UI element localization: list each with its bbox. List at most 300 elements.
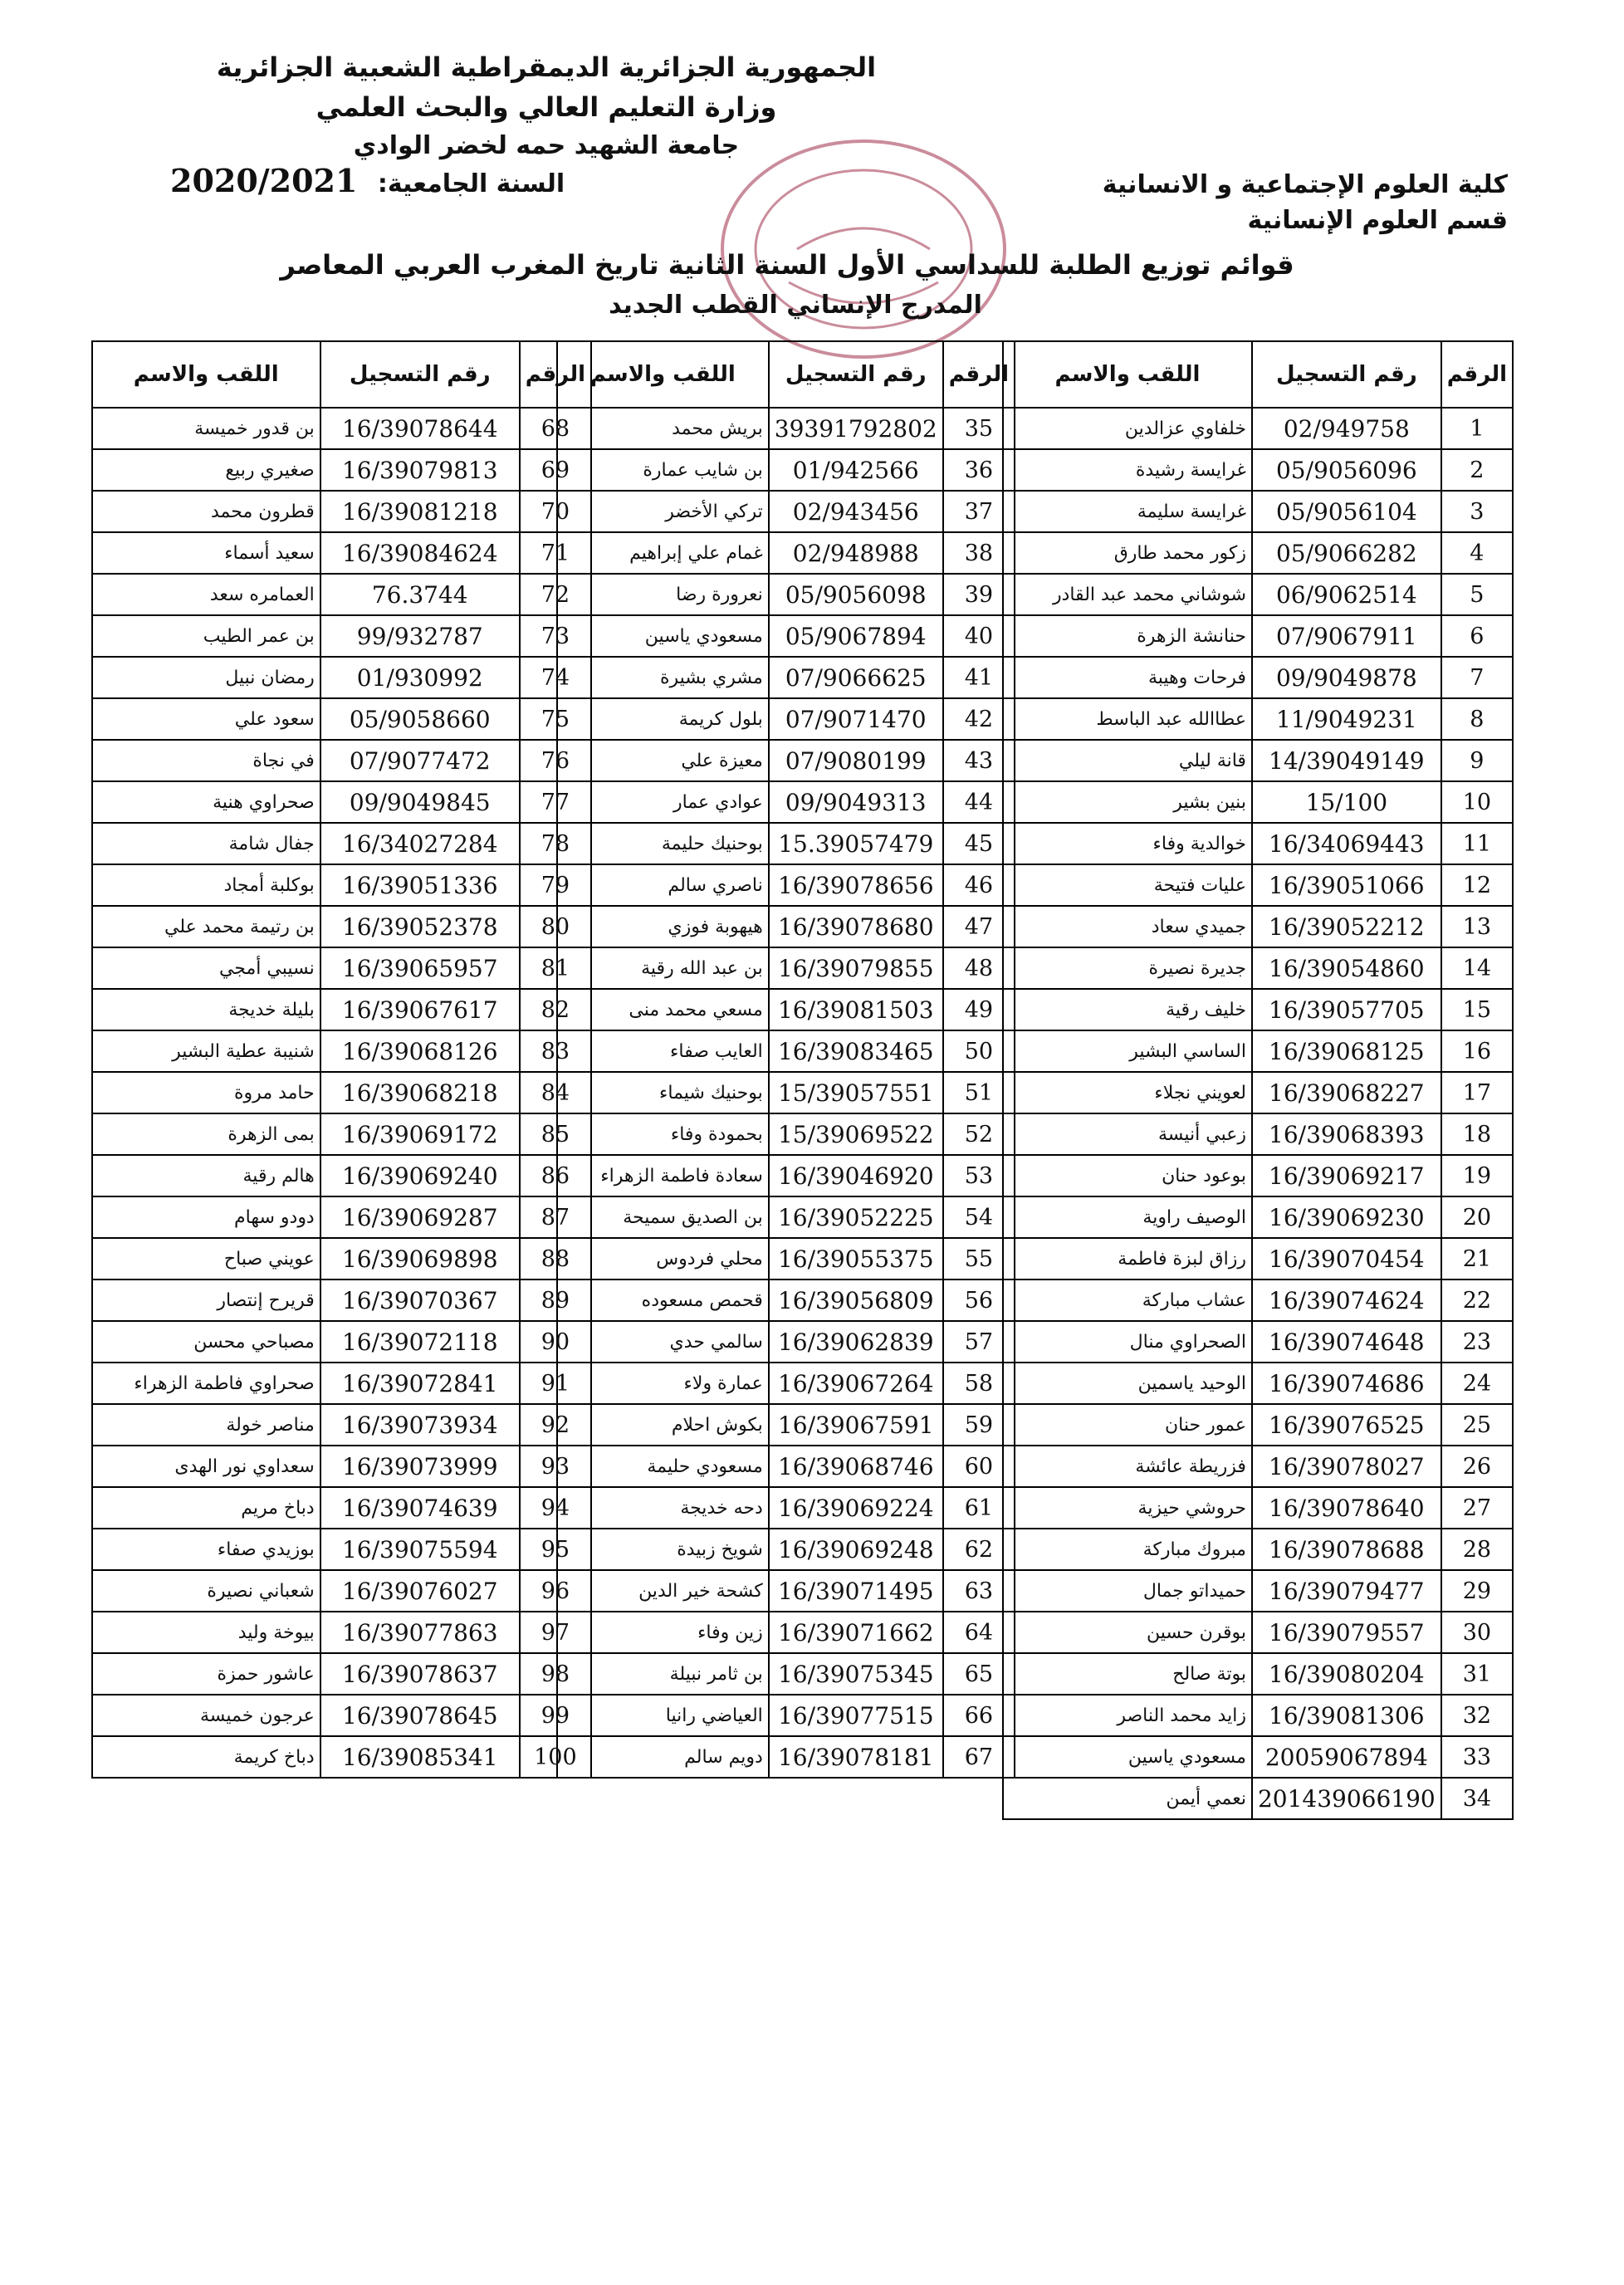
student-name: تركي الأخضر — [557, 491, 769, 532]
row-number: 79 — [520, 864, 591, 906]
table-row — [557, 781, 1015, 823]
table-row — [557, 1736, 1015, 1778]
table-row — [557, 1155, 1015, 1196]
table-row — [92, 1321, 591, 1363]
student-name: كشحة خير الدين — [557, 1570, 769, 1612]
student-name: عاشور حمزة — [92, 1653, 320, 1695]
student-name: هالم رقية — [92, 1155, 320, 1196]
header-reg: رقم التسجيل — [1252, 341, 1441, 408]
table-row — [1003, 574, 1513, 615]
registration-number: 16/39068393 — [1252, 1113, 1441, 1155]
row-number: 46 — [943, 864, 1015, 906]
student-name: نعرورة رضا — [557, 574, 769, 615]
row-number: 3 — [1441, 491, 1513, 532]
row-number: 28 — [1441, 1529, 1513, 1570]
row-number: 93 — [520, 1446, 591, 1487]
student-name: عطاالله عبد الباسط — [1003, 698, 1252, 740]
faculty-label: كلية العلوم الإجتماعية و الانسانية — [1102, 170, 1508, 199]
header-num: الرقم — [1441, 341, 1513, 408]
table-row — [557, 1529, 1015, 1570]
table-row — [92, 1695, 591, 1736]
student-name: سعادة فاطمة الزهراء — [557, 1155, 769, 1196]
registration-number: 16/39083465 — [769, 1030, 943, 1072]
registration-number: 16/39065957 — [320, 947, 520, 989]
registration-number: 05/9056096 — [1252, 449, 1441, 491]
row-number: 18 — [1441, 1113, 1513, 1155]
student-name: العمامره سعد — [92, 574, 320, 615]
student-name: عشاب مباركة — [1003, 1280, 1252, 1321]
student-name: زين وفاء — [557, 1612, 769, 1653]
registration-number: 16/39079477 — [1252, 1570, 1441, 1612]
registration-number: 16/39078637 — [320, 1653, 520, 1695]
row-number: 32 — [1441, 1695, 1513, 1736]
student-name: دويم سالم — [557, 1736, 769, 1778]
registration-number: 16/39074624 — [1252, 1280, 1441, 1321]
table-row — [1003, 449, 1513, 491]
row-number: 70 — [520, 491, 591, 532]
table-row — [1003, 989, 1513, 1030]
student-name: بن عبد الله رقية — [557, 947, 769, 989]
document-title: قوائم توزيع الطلبة للسداسي الأول السنة الثانية تاريخ المغرب العربي المعاصر — [280, 249, 1294, 281]
row-number: 71 — [520, 532, 591, 574]
student-name: مبروك مباركة — [1003, 1529, 1252, 1570]
row-number: 69 — [520, 449, 591, 491]
student-name: دودو سهام — [92, 1196, 320, 1238]
student-name: مسعي محمد منى — [557, 989, 769, 1030]
table-row — [92, 574, 591, 615]
student-name: بن عمر الطيب — [92, 615, 320, 657]
registration-number: 16/39062839 — [769, 1321, 943, 1363]
table-row — [92, 657, 591, 698]
table-row — [92, 947, 591, 989]
student-name: بريش محمد — [557, 408, 769, 449]
student-name: قانة ليلي — [1003, 740, 1252, 781]
registration-number: 16/39067264 — [769, 1363, 943, 1404]
table-row — [557, 1487, 1015, 1529]
row-number: 5 — [1441, 574, 1513, 615]
row-number: 49 — [943, 989, 1015, 1030]
row-number: 60 — [943, 1446, 1015, 1487]
student-name: الوحيد ياسمين — [1003, 1363, 1252, 1404]
registration-number: 16/39070454 — [1252, 1238, 1441, 1280]
registration-number: 16/39072841 — [320, 1363, 520, 1404]
table-row — [557, 1695, 1015, 1736]
table-row — [92, 989, 591, 1030]
student-name: دباخ كريمة — [92, 1736, 320, 1778]
row-number: 63 — [943, 1570, 1015, 1612]
row-number: 11 — [1441, 823, 1513, 864]
row-number: 86 — [520, 1155, 591, 1196]
header-name: اللقب والاسم — [92, 341, 320, 408]
document-subtitle: المدرج الإنساني القطب الجديد — [609, 291, 982, 320]
registration-number: 16/39056809 — [769, 1280, 943, 1321]
student-name: حنانشة الزهرة — [1003, 615, 1252, 657]
table-row — [1003, 1612, 1513, 1653]
student-name: عمارة ولاء — [557, 1363, 769, 1404]
registration-number: 16/39068746 — [769, 1446, 943, 1487]
row-number: 50 — [943, 1030, 1015, 1072]
row-number: 58 — [943, 1363, 1015, 1404]
row-number: 87 — [520, 1196, 591, 1238]
registration-number: 16/39078181 — [769, 1736, 943, 1778]
row-number: 31 — [1441, 1653, 1513, 1695]
student-name: بيوخة وليد — [92, 1612, 320, 1653]
table-row — [92, 1238, 591, 1280]
row-number: 45 — [943, 823, 1015, 864]
table-row — [1003, 532, 1513, 574]
row-number: 9 — [1441, 740, 1513, 781]
table-row — [92, 1446, 591, 1487]
row-number: 61 — [943, 1487, 1015, 1529]
registration-number: 16/39074648 — [1252, 1321, 1441, 1363]
row-number: 1 — [1441, 408, 1513, 449]
registration-number: 16/39073999 — [320, 1446, 520, 1487]
table-row — [557, 698, 1015, 740]
registration-number: 16/39068126 — [320, 1030, 520, 1072]
table-row — [1003, 864, 1513, 906]
table-row — [557, 532, 1015, 574]
table-row — [92, 1113, 591, 1155]
student-name: بليلة خديجة — [92, 989, 320, 1030]
student-name: بوتة صالح — [1003, 1653, 1252, 1695]
student-name: فزريطة عائشة — [1003, 1446, 1252, 1487]
table-row — [1003, 1446, 1513, 1487]
student-name: عوادي عمار — [557, 781, 769, 823]
registration-number: 16/39069230 — [1252, 1196, 1441, 1238]
registration-number: 16/39069287 — [320, 1196, 520, 1238]
registration-number: 16/39076525 — [1252, 1404, 1441, 1446]
registration-number: 14/39049149 — [1252, 740, 1441, 781]
row-number: 24 — [1441, 1363, 1513, 1404]
student-name: بمى الزهرة — [92, 1113, 320, 1155]
student-name: زعبي أنيسة — [1003, 1113, 1252, 1155]
registration-number: 09/9049878 — [1252, 657, 1441, 698]
table-row — [1003, 823, 1513, 864]
table-row — [557, 1196, 1015, 1238]
registration-number: 16/39069172 — [320, 1113, 520, 1155]
row-number: 48 — [943, 947, 1015, 989]
row-number: 54 — [943, 1196, 1015, 1238]
table-header-row — [1003, 341, 1513, 408]
table-row — [1003, 1653, 1513, 1695]
row-number: 53 — [943, 1155, 1015, 1196]
student-name: العايب صفاء — [557, 1030, 769, 1072]
header-num: الرقم — [520, 341, 591, 408]
registration-number: 09/9049845 — [320, 781, 520, 823]
table-row — [557, 906, 1015, 947]
registration-number: 16/39068125 — [1252, 1030, 1441, 1072]
registration-number: 16/39068227 — [1252, 1072, 1441, 1113]
student-name: عليات فتيحة — [1003, 864, 1252, 906]
registration-number: 02/949758 — [1252, 408, 1441, 449]
table-header-row — [92, 341, 591, 408]
header-reg: رقم التسجيل — [320, 341, 520, 408]
student-name: الوصيف راوية — [1003, 1196, 1252, 1238]
row-number: 88 — [520, 1238, 591, 1280]
student-name: قطرون محمد — [92, 491, 320, 532]
table-row — [557, 1446, 1015, 1487]
registration-number: 07/9066625 — [769, 657, 943, 698]
table-row — [92, 1570, 591, 1612]
student-name: زايد محمد الناصر — [1003, 1695, 1252, 1736]
row-number: 59 — [943, 1404, 1015, 1446]
table-row — [92, 1653, 591, 1695]
row-number: 25 — [1441, 1404, 1513, 1446]
year-label: السنة الجامعية: — [377, 169, 565, 198]
registration-number: 39391792802 — [769, 408, 943, 449]
row-number: 21 — [1441, 1238, 1513, 1280]
registration-number: 16/39057705 — [1252, 989, 1441, 1030]
student-name: صحراوي فاطمة الزهراء — [92, 1363, 320, 1404]
registration-number: 16/39069224 — [769, 1487, 943, 1529]
row-number: 52 — [943, 1113, 1015, 1155]
row-number: 66 — [943, 1695, 1015, 1736]
row-number: 91 — [520, 1363, 591, 1404]
registration-number: 16/39081306 — [1252, 1695, 1441, 1736]
table-row — [1003, 1404, 1513, 1446]
row-number: 20 — [1441, 1196, 1513, 1238]
table-row — [92, 1363, 591, 1404]
student-name: مناصر خولة — [92, 1404, 320, 1446]
table-row — [557, 989, 1015, 1030]
registration-number: 16/39075594 — [320, 1529, 520, 1570]
row-number: 64 — [943, 1612, 1015, 1653]
row-number: 14 — [1441, 947, 1513, 989]
row-number: 27 — [1441, 1487, 1513, 1529]
students-table-2 — [556, 340, 1015, 1779]
registration-number: 16/39077515 — [769, 1695, 943, 1736]
registration-number: 16/39078656 — [769, 864, 943, 906]
registration-number: 16/39052225 — [769, 1196, 943, 1238]
student-name: شنيبة عطية البشير — [92, 1030, 320, 1072]
registration-number: 16/39069240 — [320, 1155, 520, 1196]
row-number: 16 — [1441, 1030, 1513, 1072]
registration-number: 06/9062514 — [1252, 574, 1441, 615]
student-name: صغيري ربيع — [92, 449, 320, 491]
student-name: نسيبي أمجي — [92, 947, 320, 989]
ministry-heading: وزارة التعليم العالي والبحث العلمي — [316, 91, 777, 123]
year-value: 2020/2021 — [170, 162, 358, 199]
table-row — [557, 1030, 1015, 1072]
table-row — [92, 1030, 591, 1072]
row-number: 33 — [1441, 1736, 1513, 1778]
table-row — [92, 1072, 591, 1113]
registration-number: 16/39078688 — [1252, 1529, 1441, 1570]
student-name: مصباحي محسن — [92, 1321, 320, 1363]
student-name: بوحنيك شيماء — [557, 1072, 769, 1113]
table-row — [557, 823, 1015, 864]
registration-number: 02/943456 — [769, 491, 943, 532]
row-number: 65 — [943, 1653, 1015, 1695]
row-number: 84 — [520, 1072, 591, 1113]
students-table-3 — [91, 340, 592, 1779]
republic-heading: الجمهورية الجزائرية الديمقراطية الشعبية الجزائرية — [216, 51, 877, 83]
row-number: 43 — [943, 740, 1015, 781]
row-number: 96 — [520, 1570, 591, 1612]
registration-number: 16/39046920 — [769, 1155, 943, 1196]
student-name: سعداوي نور الهدى — [92, 1446, 320, 1487]
row-number: 35 — [943, 408, 1015, 449]
registration-number: 16/39080204 — [1252, 1653, 1441, 1695]
table-row — [1003, 1736, 1513, 1778]
student-name: بن قدور خميسة — [92, 408, 320, 449]
registration-number: 16/39074686 — [1252, 1363, 1441, 1404]
registration-number: 05/9067894 — [769, 615, 943, 657]
header-num: الرقم — [943, 341, 1015, 408]
registration-number: 16/39074639 — [320, 1487, 520, 1529]
student-name: مسعودي حليمة — [557, 1446, 769, 1487]
row-number: 23 — [1441, 1321, 1513, 1363]
table-row — [557, 1612, 1015, 1653]
table-row — [1003, 1570, 1513, 1612]
student-name: لعويني نجلاء — [1003, 1072, 1252, 1113]
student-name: بوعود حنان — [1003, 1155, 1252, 1196]
registration-number: 16/39081503 — [769, 989, 943, 1030]
table-row — [1003, 698, 1513, 740]
registration-number: 16/39079557 — [1252, 1612, 1441, 1653]
registration-number: 07/9080199 — [769, 740, 943, 781]
row-number: 19 — [1441, 1155, 1513, 1196]
registration-number: 16/39055375 — [769, 1238, 943, 1280]
table-row — [557, 1404, 1015, 1446]
registration-number: 15.39057479 — [769, 823, 943, 864]
registration-number: 16/39051066 — [1252, 864, 1441, 906]
table-row — [1003, 1487, 1513, 1529]
table-row — [92, 1155, 591, 1196]
student-name: قحمص مسعوده — [557, 1280, 769, 1321]
registration-number: 09/9049313 — [769, 781, 943, 823]
row-number: 83 — [520, 1030, 591, 1072]
row-number: 4 — [1441, 532, 1513, 574]
student-name: دحه خديجة — [557, 1487, 769, 1529]
table-row — [92, 781, 591, 823]
row-number: 94 — [520, 1487, 591, 1529]
header-name: اللقب والاسم — [1003, 341, 1252, 408]
table-row — [557, 574, 1015, 615]
header-reg: رقم التسجيل — [769, 341, 943, 408]
student-name: عرجون خميسة — [92, 1695, 320, 1736]
table-row — [92, 1196, 591, 1238]
table-row — [1003, 1321, 1513, 1363]
table-row — [1003, 906, 1513, 947]
student-name: رزاق لبزة فاطمة — [1003, 1238, 1252, 1280]
registration-number: 16/39069248 — [769, 1529, 943, 1570]
row-number: 73 — [520, 615, 591, 657]
student-name: مسعودي ياسين — [1003, 1736, 1252, 1778]
registration-number: 16/39072118 — [320, 1321, 520, 1363]
registration-number: 16/39085341 — [320, 1736, 520, 1778]
student-name: غرايسة رشيدة — [1003, 449, 1252, 491]
table-row — [92, 1736, 591, 1778]
table-row — [92, 1280, 591, 1321]
student-name: بن ثامر نبيلة — [557, 1653, 769, 1695]
table-row — [92, 1487, 591, 1529]
row-number: 42 — [943, 698, 1015, 740]
registration-number: 07/9077472 — [320, 740, 520, 781]
table-row — [557, 491, 1015, 532]
student-name: في نجاة — [92, 740, 320, 781]
student-name: صحراوي هنية — [92, 781, 320, 823]
row-number: 47 — [943, 906, 1015, 947]
row-number: 57 — [943, 1321, 1015, 1363]
registration-number: 02/948988 — [769, 532, 943, 574]
table-row — [1003, 1155, 1513, 1196]
academic-year — [170, 162, 565, 199]
student-name: شعباني نصيرة — [92, 1570, 320, 1612]
table-row — [1003, 1113, 1513, 1155]
table-row — [92, 698, 591, 740]
row-number: 10 — [1441, 781, 1513, 823]
student-name: خلفاوي عزالدين — [1003, 408, 1252, 449]
registration-number: 16/39052378 — [320, 906, 520, 947]
student-name: غمام علي إبراهيم — [557, 532, 769, 574]
table-row — [557, 615, 1015, 657]
registration-number: 01/930992 — [320, 657, 520, 698]
registration-number: 16/39069898 — [320, 1238, 520, 1280]
registration-number: 05/9058660 — [320, 698, 520, 740]
student-name: بوكلبة أمجاد — [92, 864, 320, 906]
student-name: هيهوبة فوزي — [557, 906, 769, 947]
row-number: 22 — [1441, 1280, 1513, 1321]
row-number: 99 — [520, 1695, 591, 1736]
table-row — [557, 1653, 1015, 1695]
student-name: جفال شامة — [92, 823, 320, 864]
table-row — [1003, 1072, 1513, 1113]
table-row — [1003, 1196, 1513, 1238]
row-number: 34 — [1441, 1778, 1513, 1819]
row-number: 8 — [1441, 698, 1513, 740]
table-row — [1003, 1238, 1513, 1280]
row-number: 82 — [520, 989, 591, 1030]
row-number: 6 — [1441, 615, 1513, 657]
student-name: عمور حنان — [1003, 1404, 1252, 1446]
table-row — [557, 1072, 1015, 1113]
table-row — [92, 1404, 591, 1446]
student-name: بحمودة وفاء — [557, 1113, 769, 1155]
row-number: 2 — [1441, 449, 1513, 491]
row-number: 26 — [1441, 1446, 1513, 1487]
student-name: بوقرن حسين — [1003, 1612, 1252, 1653]
row-number: 30 — [1441, 1612, 1513, 1653]
table-row — [1003, 947, 1513, 989]
row-number: 95 — [520, 1529, 591, 1570]
table-row — [557, 1113, 1015, 1155]
row-number: 62 — [943, 1529, 1015, 1570]
table-row — [557, 657, 1015, 698]
registration-number: 16/39078680 — [769, 906, 943, 947]
student-name: دباخ مريم — [92, 1487, 320, 1529]
student-name: قريرح إنتصار — [92, 1280, 320, 1321]
row-number: 92 — [520, 1404, 591, 1446]
student-name: نعمي أيمن — [1003, 1778, 1252, 1819]
table-row — [1003, 1030, 1513, 1072]
table-row — [1003, 615, 1513, 657]
row-number: 97 — [520, 1612, 591, 1653]
row-number: 67 — [943, 1736, 1015, 1778]
student-name: خليف رقية — [1003, 989, 1252, 1030]
student-name: بوزيدي صفاء — [92, 1529, 320, 1570]
table-row — [1003, 1363, 1513, 1404]
table-row — [1003, 408, 1513, 449]
student-name: جديرة نصيرة — [1003, 947, 1252, 989]
student-name: بن رتيمة محمد علي — [92, 906, 320, 947]
students-table-1 — [1002, 340, 1514, 1820]
registration-number: 05/9066282 — [1252, 532, 1441, 574]
table-row — [557, 947, 1015, 989]
registration-number: 16/39073934 — [320, 1404, 520, 1446]
student-name: فرحات وهيبة — [1003, 657, 1252, 698]
row-number: 39 — [943, 574, 1015, 615]
